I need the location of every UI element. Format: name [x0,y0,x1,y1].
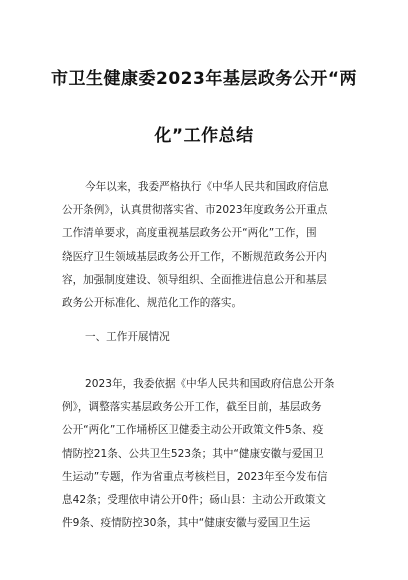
section-line: 生运动”专题，作为省重点考核栏目，2023年至今发布信 [62,470,328,483]
document-title-line-1: 市卫生健康委2023年基层政务公开“两 [51,69,357,89]
intro-line: 政务公开标准化、规范化工作的落实。 [62,296,243,309]
section-paragraph [62,373,348,535]
section-line: 公开“两化”工作埇桥区卫健委主动公开政策文件5条、疫 [62,424,324,437]
intro-line: 容，加强制度建设、领导组织、全面推进信息公开和基层 [62,273,327,286]
section-line: 情防控21条、公共卫生523条；其中“健康安徽与爱国卫 [62,447,324,460]
section-line: 息42条；受理依申请公开0件；砀山县：主动公开政策文 [62,493,326,506]
section-line: 2023年，我委依据《中华人民共和国政府信息公开条 [85,378,335,390]
intro-line: 绕医疗卫生领域基层政务公开工作，不断规范政务公开内 [62,250,327,263]
intro-line: 公开条例》，认真贯彻落实省、市2023年度政务公开重点 [62,204,328,217]
intro-line: 今年以来，我委严格执行《中华人民共和国政府信息 [85,181,329,193]
intro-line: 工作清单要求，高度重视基层政务公开“两化”工作，围 [62,227,317,240]
section-heading-text: 一、工作开展情况 [85,331,170,343]
section-heading [62,326,348,349]
intro-paragraph [62,176,348,315]
section-line: 例》，调整落实基层政务公开工作，截至目前，基层政务 [62,401,322,414]
section-line: 件9条、疫情防控30条，其中“健康安徽与爱国卫生运 [62,517,311,530]
document-title-line-2: 化”工作总结 [154,126,254,146]
